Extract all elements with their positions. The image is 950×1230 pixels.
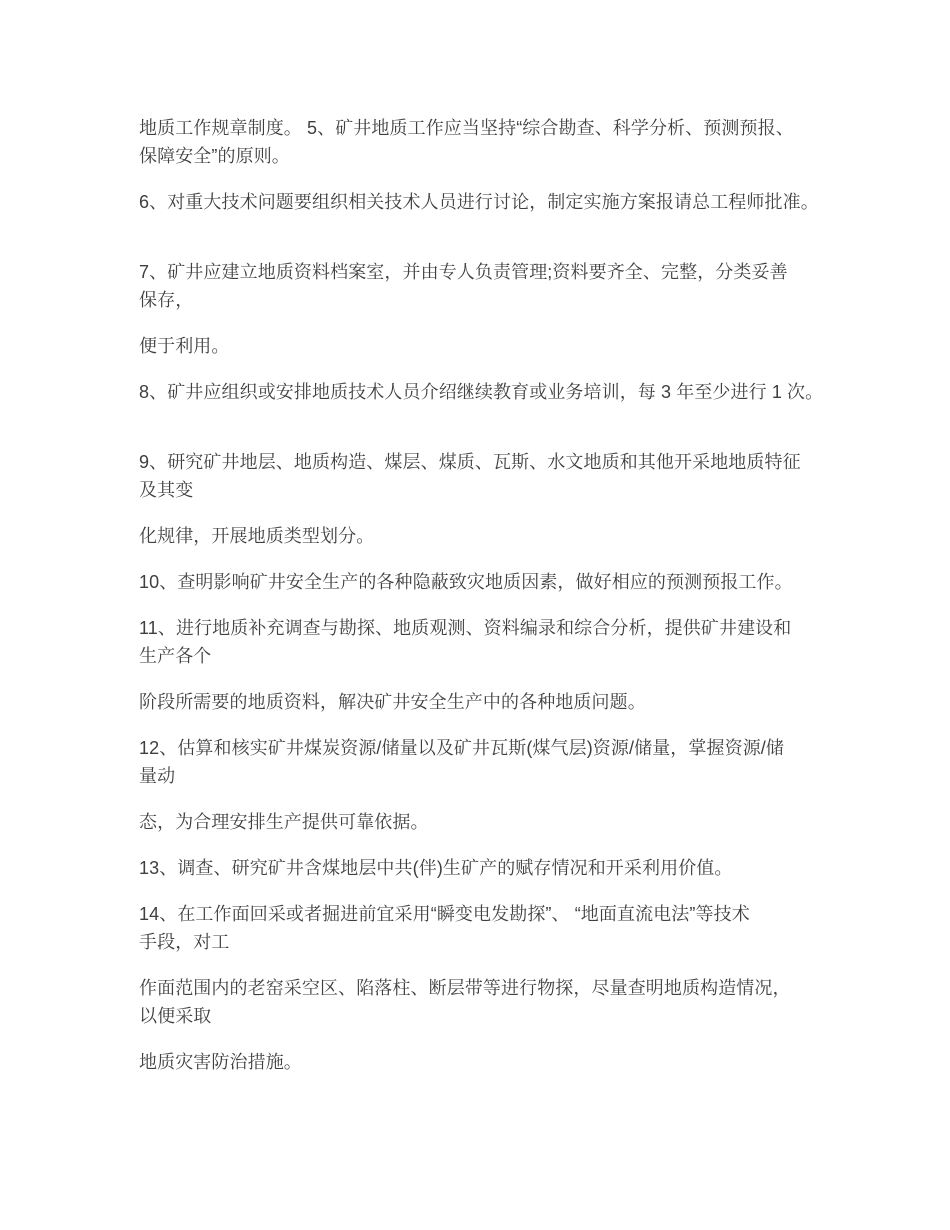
text-line: 13、调查、研究矿井含煤地层中共(伴)生矿产的赋存情况和开采利用价值。 (139, 858, 733, 878)
text-line: 12、估算和核实矿井煤炭资源/储量以及矿井瓦斯(煤气层)资源/储量，掌握资源/储 (139, 738, 785, 758)
text-line: 地质灾害防治措施。 (139, 1052, 302, 1072)
text-line: 量动 (139, 766, 176, 786)
text-line: 11、进行地质补充调查与勘探、地质观测、资料编录和综合分析，提供矿井建设和 (139, 618, 792, 638)
text-line: 地质工作规章制度。 5、矿井地质工作应当坚持“综合勘查、科学分析、预测预报、 (139, 118, 794, 138)
text-line: 手段，对工 (139, 932, 230, 952)
text-line: 生产各个 (139, 646, 212, 666)
text-line: 6、对重大技术问题要组织相关技术人员进行讨论，制定实施方案报请总工程师批准。 (139, 192, 819, 212)
text-line: 14、在工作面回采或者掘进前宜采用“瞬变电发勘探”、 “地面直流电法”等技术 (139, 904, 750, 924)
text-line: 7、矿井应建立地质资料档案室，并由专人负责管理;资料要齐全、完整，分类妥善 (139, 262, 788, 282)
text-line: 8、矿井应组织或安排地质技术人员介绍继续教育或业务培训，每 3 年至少进行 1 次。 (139, 382, 824, 402)
text-line: 保障安全”的原则。 (139, 146, 290, 166)
text-line: 便于利用。 (139, 336, 230, 356)
text-line: 10、查明影响矿井安全生产的各种隐蔽致灾地质因素，做好相应的预测预报工作。 (139, 572, 793, 592)
text-line: 化规律，开展地质类型划分。 (139, 526, 375, 546)
text-line: 9、研究矿井地层、地质构造、煤层、煤质、瓦斯、水文地质和其他开采地地质特征 (139, 452, 801, 472)
text-line: 及其变 (139, 480, 194, 500)
text-line: 以便采取 (139, 1006, 212, 1026)
text-line: 态，为合理安排生产提供可靠依据。 (139, 812, 429, 832)
text-line: 阶段所需要的地质资料，解决矿井安全生产中的各种地质问题。 (139, 692, 646, 712)
text-line: 保存， (139, 290, 194, 310)
text-line: 作面范围内的老窑采空区、陷落柱、断层带等进行物探，尽量查明地质构造情况， (139, 978, 791, 998)
